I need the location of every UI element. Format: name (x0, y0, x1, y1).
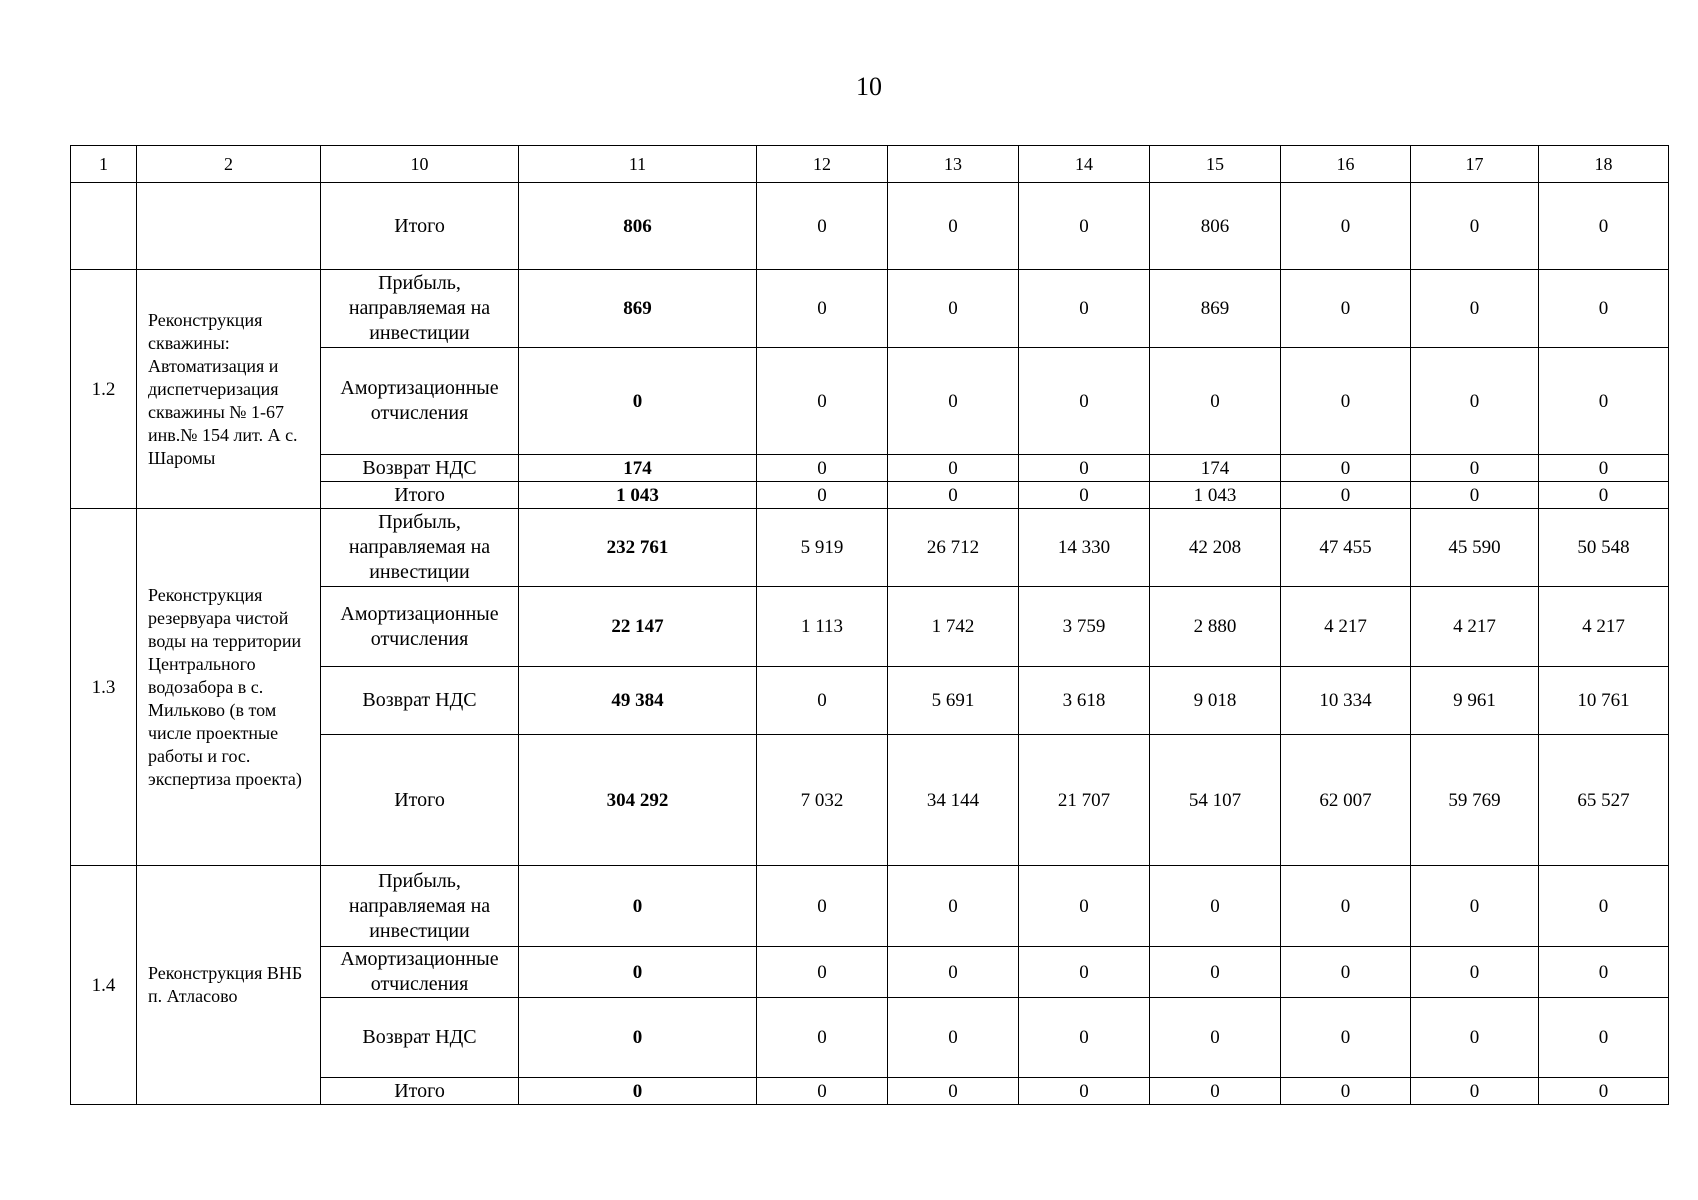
value-cell: 0 (1281, 482, 1411, 509)
row-number: 1.2 (71, 270, 137, 509)
row-number: 1.4 (71, 866, 137, 1105)
value-cell: 21 707 (1019, 735, 1150, 866)
value-cell: 0 (1539, 947, 1669, 998)
funding-source: Прибыль, направляемая на инвестиции (321, 509, 519, 587)
page-number: 10 (856, 72, 882, 101)
value-cell: 0 (1019, 998, 1150, 1078)
header-row (71, 146, 1669, 183)
total-value: 174 (519, 455, 757, 482)
value-cell: 0 (1281, 947, 1411, 998)
total-value: 232 761 (519, 509, 757, 587)
value-cell: 0 (757, 183, 888, 270)
value-cell: 0 (1281, 455, 1411, 482)
value-cell: 0 (1539, 866, 1669, 947)
value-cell: 0 (1281, 866, 1411, 947)
funding-source: Амортизационные отчисления (321, 587, 519, 667)
value-cell: 0 (1019, 947, 1150, 998)
value-cell: 0 (757, 947, 888, 998)
value-cell: 5 919 (757, 509, 888, 587)
value-cell: 5 691 (888, 667, 1019, 735)
value-cell: 0 (1019, 1078, 1150, 1105)
value-cell: 3 618 (1019, 667, 1150, 735)
value-cell: 0 (1539, 270, 1669, 348)
row-number (71, 183, 137, 270)
value-cell: 0 (1019, 455, 1150, 482)
value-cell: 0 (1150, 998, 1281, 1078)
value-cell: 0 (757, 998, 888, 1078)
value-cell: 0 (1150, 1078, 1281, 1105)
column-header: 2 (137, 146, 321, 183)
value-cell: 9 018 (1150, 667, 1281, 735)
table-row (71, 183, 1669, 270)
value-cell: 0 (1411, 270, 1539, 348)
value-cell: 0 (1411, 947, 1539, 998)
column-header: 11 (519, 146, 757, 183)
column-header: 14 (1019, 146, 1150, 183)
funding-source: Итого (321, 482, 519, 509)
value-cell: 3 759 (1019, 587, 1150, 667)
value-cell: 0 (1281, 183, 1411, 270)
value-cell: 0 (1411, 998, 1539, 1078)
total-value: 304 292 (519, 735, 757, 866)
value-cell: 4 217 (1539, 587, 1669, 667)
value-cell: 0 (888, 183, 1019, 270)
column-header: 10 (321, 146, 519, 183)
value-cell: 34 144 (888, 735, 1019, 866)
value-cell: 1 742 (888, 587, 1019, 667)
value-cell: 0 (1411, 455, 1539, 482)
total-value: 806 (519, 183, 757, 270)
table-row (71, 866, 1669, 947)
value-cell: 0 (1539, 348, 1669, 455)
value-cell: 62 007 (1281, 735, 1411, 866)
value-cell: 0 (1281, 270, 1411, 348)
funding-source: Амортизационные отчисления (321, 348, 519, 455)
column-header: 1 (71, 146, 137, 183)
total-value: 0 (519, 998, 757, 1078)
total-value: 0 (519, 947, 757, 998)
funding-source: Возврат НДС (321, 455, 519, 482)
value-cell: 0 (757, 1078, 888, 1105)
value-cell: 4 217 (1281, 587, 1411, 667)
funding-source: Амортизационные отчисления (321, 947, 519, 998)
funding-source: Итого (321, 735, 519, 866)
total-value: 49 384 (519, 667, 757, 735)
column-header: 17 (1411, 146, 1539, 183)
value-cell: 0 (757, 667, 888, 735)
total-value: 0 (519, 1078, 757, 1105)
value-cell: 7 032 (757, 735, 888, 866)
value-cell: 65 527 (1539, 735, 1669, 866)
column-header: 15 (1150, 146, 1281, 183)
value-cell: 0 (757, 270, 888, 348)
column-header: 18 (1539, 146, 1669, 183)
value-cell: 0 (757, 455, 888, 482)
total-value: 22 147 (519, 587, 757, 667)
total-value: 0 (519, 348, 757, 455)
value-cell: 14 330 (1019, 509, 1150, 587)
table-row (71, 270, 1669, 348)
value-cell: 0 (1411, 866, 1539, 947)
value-cell: 0 (888, 348, 1019, 455)
project-name (137, 183, 321, 270)
value-cell: 0 (888, 1078, 1019, 1105)
column-header: 16 (1281, 146, 1411, 183)
value-cell: 869 (1150, 270, 1281, 348)
value-cell: 0 (1281, 1078, 1411, 1105)
table-row (71, 509, 1669, 587)
row-number: 1.3 (71, 509, 137, 866)
total-value: 0 (519, 866, 757, 947)
funding-source: Прибыль, направляемая на инвестиции (321, 270, 519, 348)
funding-source: Возврат НДС (321, 998, 519, 1078)
funding-source: Итого (321, 1078, 519, 1105)
value-cell: 0 (888, 455, 1019, 482)
value-cell: 0 (888, 866, 1019, 947)
value-cell: 4 217 (1411, 587, 1539, 667)
value-cell: 42 208 (1150, 509, 1281, 587)
value-cell: 45 590 (1411, 509, 1539, 587)
value-cell: 47 455 (1281, 509, 1411, 587)
value-cell: 0 (1019, 348, 1150, 455)
value-cell: 1 113 (757, 587, 888, 667)
value-cell: 2 880 (1150, 587, 1281, 667)
value-cell: 10 761 (1539, 667, 1669, 735)
value-cell: 0 (1150, 947, 1281, 998)
value-cell: 54 107 (1150, 735, 1281, 866)
total-value: 869 (519, 270, 757, 348)
value-cell: 174 (1150, 455, 1281, 482)
value-cell: 0 (1281, 998, 1411, 1078)
value-cell: 26 712 (888, 509, 1019, 587)
value-cell: 0 (1411, 348, 1539, 455)
value-cell: 0 (1150, 348, 1281, 455)
value-cell: 0 (1539, 482, 1669, 509)
funding-source: Возврат НДС (321, 667, 519, 735)
column-header: 12 (757, 146, 888, 183)
value-cell: 59 769 (1411, 735, 1539, 866)
project-name: Реконструкция ВНБ п. Атласово (137, 866, 321, 1105)
value-cell: 0 (757, 866, 888, 947)
project-name: Реконструкция скважины: Автоматизация и диспетчеризация скважины № 1-67 инв.№ 154 лит. А с. Шаромы (137, 270, 321, 509)
value-cell: 0 (888, 270, 1019, 348)
value-cell: 0 (1539, 1078, 1669, 1105)
investment-table (70, 145, 1669, 1105)
project-name: Реконструкция резервуара чистой воды на территории Центрального водозабора в с. Мильково (в том числе проектные работы и гос. экспертиза проекта) (137, 509, 321, 866)
funding-source: Прибыль, направляемая на инвестиции (321, 866, 519, 947)
value-cell: 1 043 (1150, 482, 1281, 509)
column-header: 13 (888, 146, 1019, 183)
value-cell: 9 961 (1411, 667, 1539, 735)
value-cell: 0 (888, 947, 1019, 998)
value-cell: 0 (757, 482, 888, 509)
value-cell: 0 (1411, 1078, 1539, 1105)
value-cell: 806 (1150, 183, 1281, 270)
value-cell: 0 (1411, 482, 1539, 509)
value-cell: 0 (1150, 866, 1281, 947)
value-cell: 0 (888, 998, 1019, 1078)
value-cell: 0 (1539, 998, 1669, 1078)
value-cell: 0 (888, 482, 1019, 509)
value-cell: 0 (1019, 866, 1150, 947)
value-cell: 0 (1019, 270, 1150, 348)
funding-source: Итого (321, 183, 519, 270)
value-cell: 10 334 (1281, 667, 1411, 735)
value-cell: 0 (757, 348, 888, 455)
value-cell: 0 (1539, 455, 1669, 482)
value-cell: 0 (1019, 482, 1150, 509)
total-value: 1 043 (519, 482, 757, 509)
value-cell: 0 (1411, 183, 1539, 270)
value-cell: 0 (1539, 183, 1669, 270)
value-cell: 50 548 (1539, 509, 1669, 587)
value-cell: 0 (1019, 183, 1150, 270)
value-cell: 0 (1281, 348, 1411, 455)
